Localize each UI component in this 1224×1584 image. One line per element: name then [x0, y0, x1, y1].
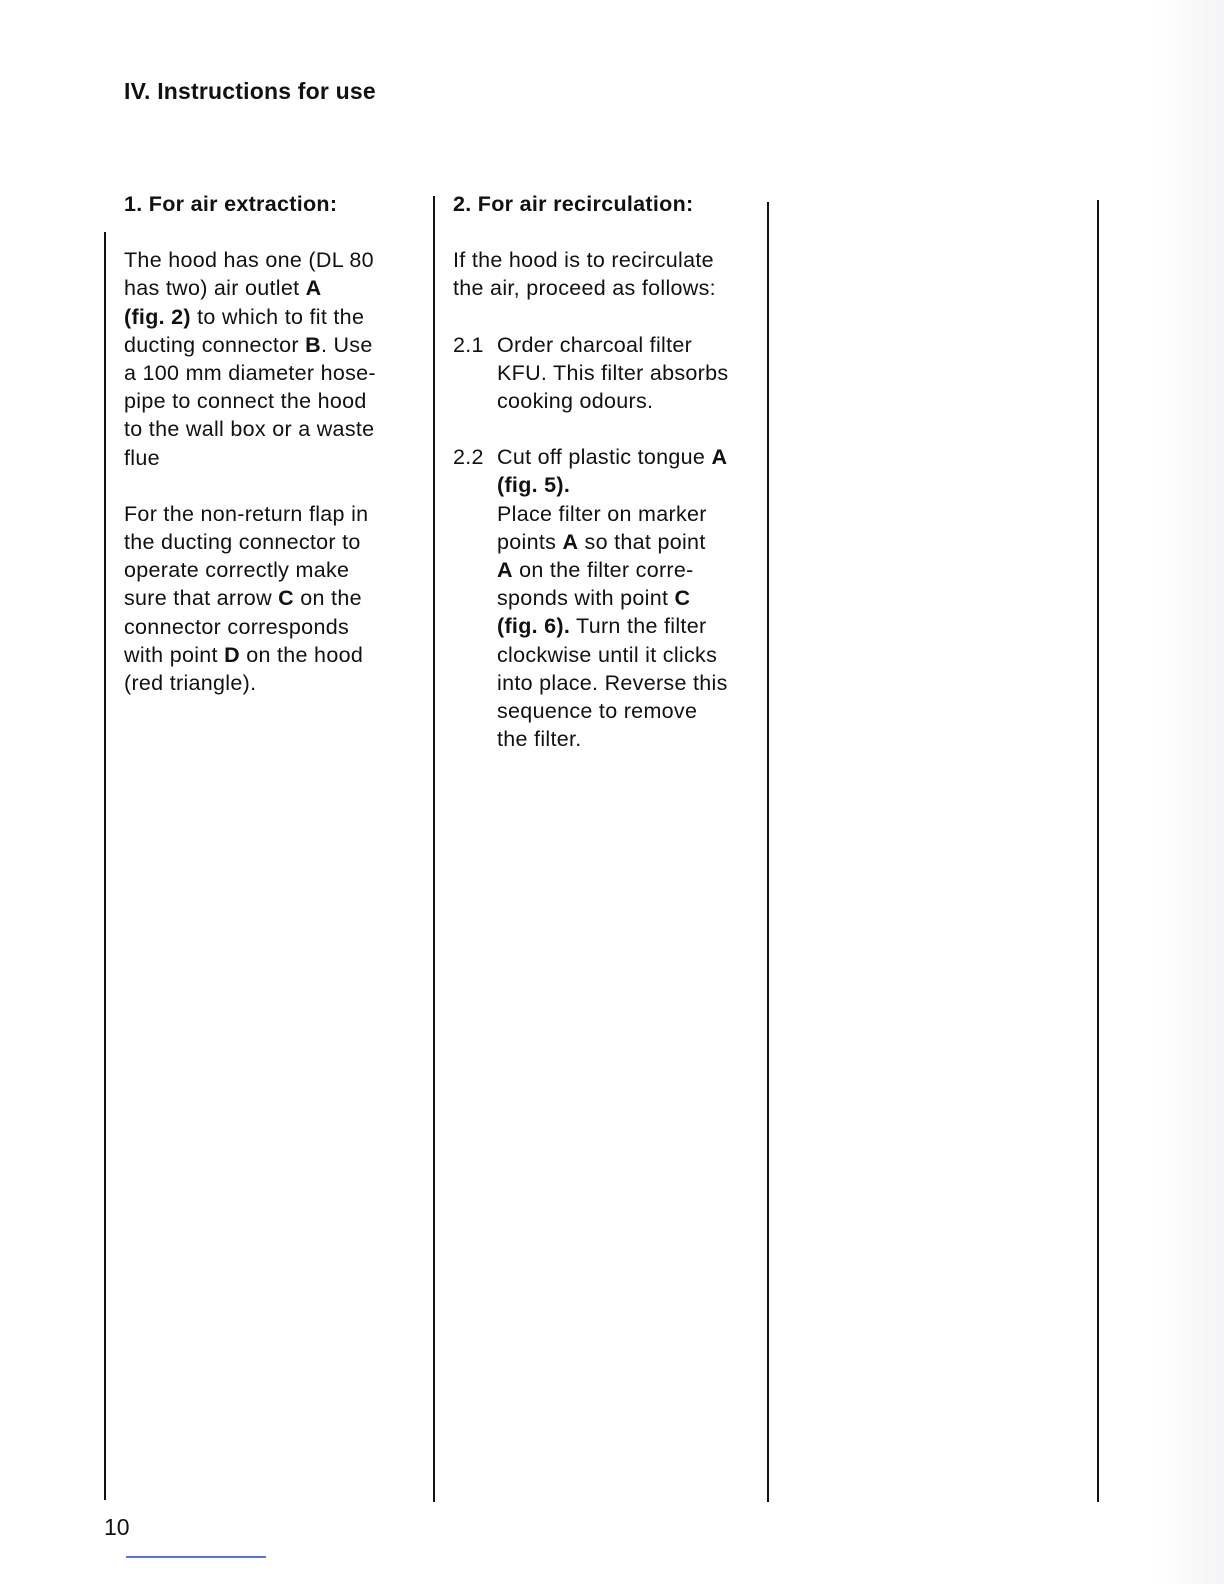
- text-run: Place filter on marker points: [497, 501, 707, 554]
- label-c: C: [674, 586, 691, 611]
- figure-reference: (fig. 5).: [497, 473, 571, 498]
- text-run: so that point: [584, 529, 706, 554]
- text-run: Cut off plastic tongue: [497, 445, 712, 470]
- text-run: on the hood (red triangle).: [124, 642, 364, 696]
- text-run: on the filter corre- sponds with point: [497, 558, 694, 611]
- text-run: . Use a 100 mm diameter hose- pipe to connect the hood to the wall box or a waste flue: [124, 332, 376, 470]
- text-run: on the connector corresponds with point: [124, 586, 362, 667]
- label-d: D: [224, 642, 240, 667]
- figure-reference: (fig. 6).: [497, 614, 571, 639]
- page-title: IV. Instructions for use: [124, 78, 376, 104]
- column-rule-left: [104, 232, 106, 1500]
- step-2-2: [453, 443, 763, 753]
- section-heading-extraction: 1. For air extraction:: [124, 192, 338, 216]
- paragraph-recirculation-intro: If the hood is to recirculate the air, proceed as follows:: [453, 248, 716, 301]
- step-number: 2.2: [453, 445, 484, 470]
- section-heading-recirculation: 2. For air recirculation:: [453, 192, 694, 216]
- label-a: A: [305, 276, 322, 301]
- label-a: A: [711, 445, 728, 470]
- paragraph-air-outlet: [124, 246, 424, 472]
- column-rule-divider-1: [433, 196, 435, 1502]
- step-number: 2.1: [453, 332, 484, 357]
- page-number: 10: [104, 1514, 130, 1540]
- label-a: A: [562, 529, 579, 554]
- label-c: C: [278, 586, 294, 611]
- section-air-extraction: [124, 190, 424, 697]
- text-run: For the non-return flap in the ducting connector to operate correctly make sure that arrow: [124, 501, 369, 611]
- section-air-recirculation: [453, 190, 763, 753]
- text-run: The hood has one (DL 80 has two) air outlet: [124, 248, 374, 301]
- step-text: Order charcoal filter KFU. This filter absorbs cooking odours.: [497, 332, 729, 414]
- figure-reference: (fig. 2): [124, 304, 191, 329]
- label-a: A: [497, 558, 513, 583]
- page-edge-shade: [1154, 0, 1224, 1584]
- footer-underline: [126, 1556, 266, 1558]
- text-run: to which to fit the ducting connector: [124, 304, 365, 357]
- paragraph-non-return-flap: [124, 500, 424, 697]
- text-run: Turn the filter clockwise until it clicks into place. Reverse this sequence to remove the filter.: [497, 614, 728, 752]
- column-rule-right: [1097, 200, 1099, 1502]
- label-b: B: [305, 332, 321, 357]
- column-rule-divider-2: [767, 202, 769, 1502]
- step-2-1: [453, 331, 763, 416]
- step-text: [497, 443, 728, 753]
